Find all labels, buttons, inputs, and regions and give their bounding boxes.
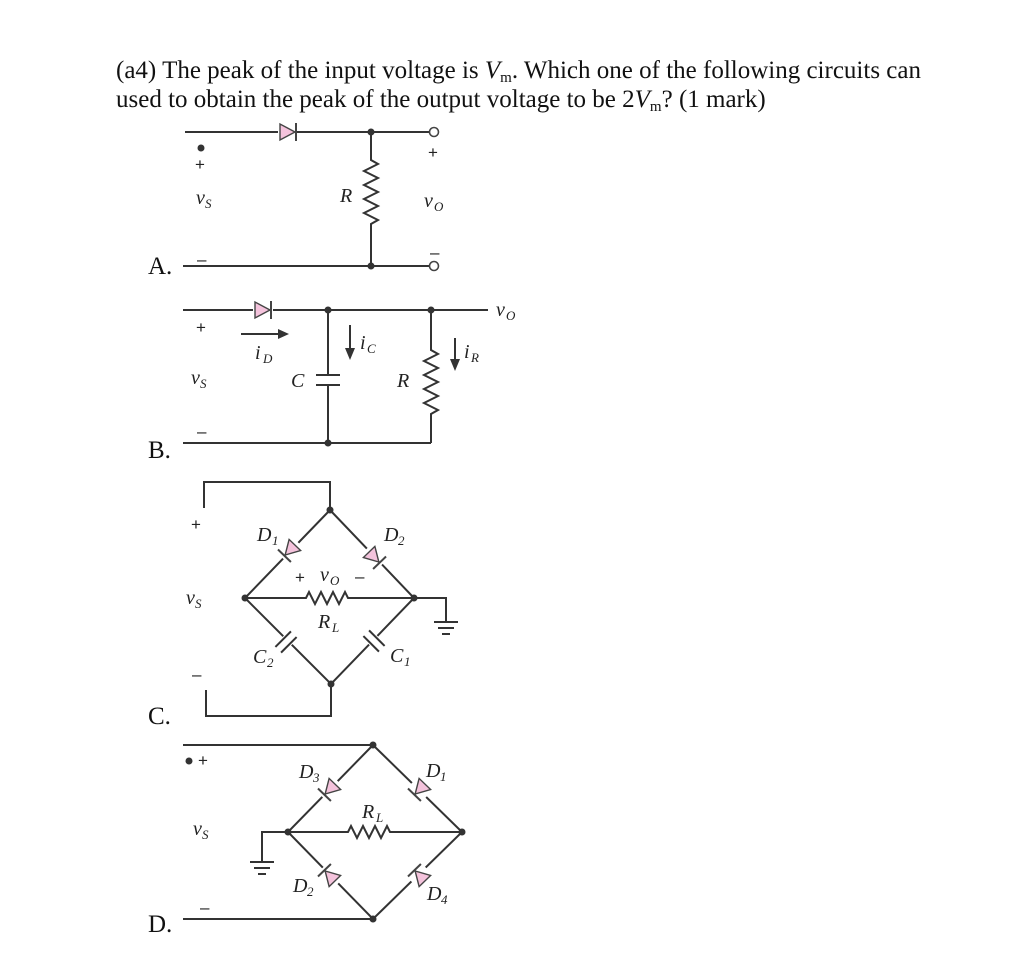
- circuit-c-vs-sub: S: [195, 596, 202, 611]
- circuit-d-input-plus: +: [198, 751, 208, 770]
- circuit-a-r-label: R: [340, 185, 353, 207]
- circuit-c-d2-sub: 2: [398, 533, 405, 548]
- circuit-c-rl-sub: L: [332, 620, 340, 635]
- circuit-d-ground-wire: [262, 832, 288, 862]
- vm-symbol: V: [484, 57, 501, 84]
- circuit-a-node-top: [368, 129, 375, 136]
- circuit-c: [186, 482, 458, 716]
- circuit-c-ground-icon: [434, 622, 458, 634]
- circuit-b-ic-label: i: [360, 332, 366, 354]
- circuit-b-id-arrow-head: [278, 329, 289, 339]
- circuit-d-ground-icon: [250, 862, 274, 874]
- circuit-a-vo-sub: O: [434, 199, 444, 214]
- circuit-d: [183, 742, 466, 923]
- circuit-b-vo-sub: O: [506, 308, 516, 323]
- circuit-b-ir-arrow-head: [450, 359, 460, 371]
- circuit-b-c-label: C: [291, 370, 305, 392]
- circuit-c-d1-sub: 1: [272, 533, 279, 548]
- circuit-d-d2-sub: 2: [307, 884, 314, 899]
- circuit-b-node-res-top: [428, 307, 435, 314]
- circuit-c-input-minus: –: [192, 665, 202, 684]
- circuit-c-node-top: [327, 507, 334, 514]
- vm-subscript: m: [500, 70, 512, 86]
- question-text-part-3: ? (1 mark): [661, 86, 766, 113]
- option-a-label[interactable]: A.: [148, 253, 173, 280]
- circuit-a-diode: [280, 123, 296, 141]
- circuit-d-d3-sub: 3: [313, 770, 320, 785]
- circuit-c-vo-label: v: [320, 564, 329, 586]
- circuit-b-node-cap-top: [325, 307, 332, 314]
- circuit-d-input-dot: [186, 758, 193, 765]
- circuit-c-vo-minus: –: [355, 567, 365, 586]
- circuit-d-rl-label: R: [362, 801, 375, 823]
- circuit-d-d4-sub: 4: [441, 892, 448, 907]
- circuit-a-vo-plus: +: [428, 143, 438, 162]
- circuit-c-capacitor-c2: [273, 629, 298, 654]
- circuit-c-d2-label: D: [384, 524, 399, 546]
- circuit-a-input-minus: –: [197, 250, 207, 269]
- circuit-b-id-label: i: [255, 342, 261, 364]
- circuit-b-r-label: R: [397, 370, 410, 392]
- circuit-d-d2-label: D: [293, 875, 308, 897]
- circuit-d-d1-label: D: [426, 760, 441, 782]
- circuit-a-resistor: [364, 132, 378, 266]
- circuit-a-vo-minus: –: [430, 243, 440, 262]
- circuit-c-c2-label: C: [253, 646, 267, 668]
- circuit-a-vs-label: v: [196, 187, 205, 209]
- circuit-b-vs-sub: S: [200, 376, 207, 391]
- circuit-d-vs-label: v: [193, 818, 202, 840]
- circuit-a-vo-label: v: [424, 190, 433, 212]
- circuit-c-input-plus: +: [191, 515, 201, 534]
- circuit-d-node-top: [370, 742, 377, 749]
- circuit-b-capacitor: [316, 375, 340, 385]
- circuit-c-vs-label: v: [186, 587, 195, 609]
- question-text-part-1: The peak of the input voltage is: [162, 57, 479, 84]
- vm-symbol-2: V: [634, 86, 650, 113]
- circuit-c-top-wire: [204, 482, 330, 510]
- circuit-b-input-minus: –: [197, 422, 207, 441]
- circuit-b-node-cap-bottom: [325, 440, 332, 447]
- circuit-b-diode: [255, 301, 271, 319]
- circuit-d-rl-sub: L: [376, 810, 384, 825]
- circuit-c-c1-sub: 1: [404, 654, 411, 669]
- circuit-b-resistor: [424, 310, 438, 443]
- option-d-label[interactable]: D.: [148, 911, 173, 938]
- circuit-b-ir-label: i: [464, 341, 470, 363]
- question-text-part-2: . Which one of the following circuits can used to obtain the peak of the output voltage to be: [116, 57, 921, 113]
- circuit-b-id-sub: D: [263, 351, 273, 366]
- circuit-b-vs-label: v: [191, 367, 200, 389]
- circuit-b-ic-sub: C: [367, 341, 376, 356]
- question-label: (a4): [116, 57, 157, 84]
- circuit-a-input-plus: +: [195, 155, 205, 174]
- circuit-c-ground-wire: [414, 598, 446, 622]
- circuit-c-rl-label: R: [318, 611, 331, 633]
- circuit-c-node-bottom: [328, 681, 335, 688]
- circuit-d-d3-label: D: [299, 761, 314, 783]
- circuit-b: [183, 299, 516, 447]
- circuit-c-c1-label: C: [390, 645, 404, 667]
- circuit-a-output-terminal-bottom: [430, 262, 439, 271]
- option-c-label[interactable]: C.: [148, 703, 171, 730]
- vm-subscript-2: m: [649, 99, 662, 115]
- circuit-c-vo-sub: O: [330, 573, 340, 588]
- circuit-d-d4-label: D: [427, 883, 442, 905]
- option-b-label[interactable]: B.: [148, 437, 171, 464]
- circuit-b-input-plus: +: [196, 318, 206, 337]
- circuit-b-ic-arrow-head: [345, 348, 355, 360]
- circuit-d-vs-sub: S: [202, 827, 209, 842]
- circuit-a-node-bottom: [368, 263, 375, 270]
- circuit-c-c2-sub: 2: [267, 655, 274, 670]
- two-vm-prefix: 2: [622, 86, 635, 113]
- circuit-c-resistor-rl: [245, 592, 414, 604]
- circuit-a-output-terminal-top: [430, 128, 439, 137]
- circuit-c-vo-plus: +: [295, 568, 305, 587]
- circuit-d-input-minus: –: [200, 898, 210, 917]
- circuit-b-vo-label: v: [496, 299, 505, 321]
- circuit-d-node-bottom: [370, 916, 377, 923]
- circuit-d-d1-sub: 1: [440, 769, 447, 784]
- circuit-a-vs-sub: S: [205, 196, 212, 211]
- circuit-d-resistor-rl: [288, 826, 462, 838]
- circuit-a: [183, 123, 444, 271]
- circuit-a-input-dot: [198, 145, 205, 152]
- circuit-c-bottom-wire: [206, 684, 331, 716]
- circuit-b-ir-sub: R: [471, 350, 479, 365]
- circuit-c-d1-label: D: [257, 524, 272, 546]
